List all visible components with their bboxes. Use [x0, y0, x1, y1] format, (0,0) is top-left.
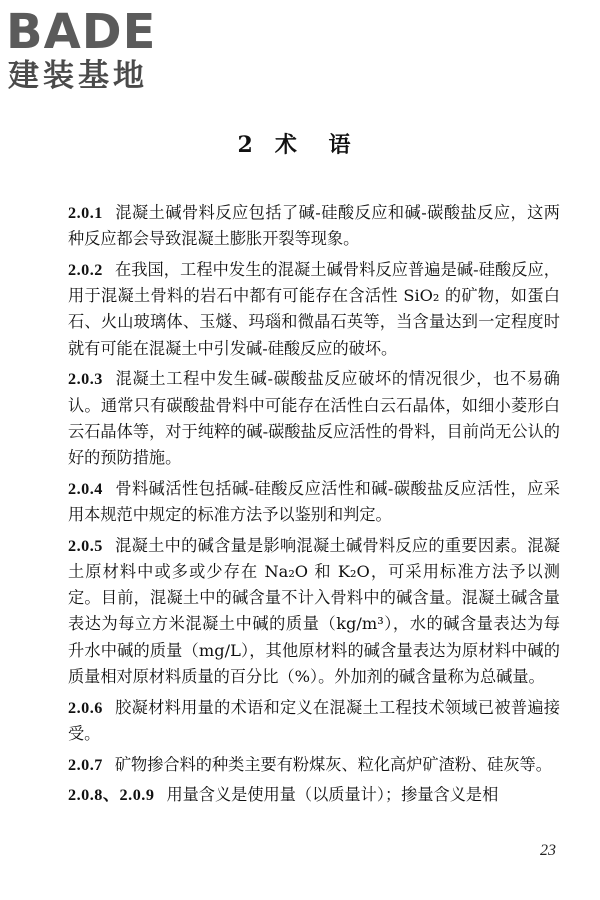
clause-number: 2.0.5 [68, 536, 103, 555]
clause-number: 2.0.4 [68, 479, 103, 498]
logo-brand-mark [6, 6, 181, 54]
clause-text: 混凝土碱骨料反应包括了碱-硅酸反应和碱-碳酸盐反应，这两种反应都会导致混凝土膨胀开裂等现象。 [68, 203, 560, 249]
clause [68, 366, 560, 471]
clause-text: 用量含义是使用量（以质量计）；掺量含义是相 [166, 785, 499, 805]
logo [6, 6, 181, 94]
clause [68, 200, 560, 252]
clause [68, 257, 560, 362]
clause-number: 2.0.3 [68, 370, 103, 389]
clause [68, 782, 560, 808]
clause-list [68, 200, 560, 813]
clause [68, 752, 560, 778]
clause-text: 胶凝材料用量的术语和定义在混凝土工程技术领域已被普遍接受。 [68, 697, 560, 743]
chapter-title-text: 术 语 [274, 132, 363, 158]
logo-brand-text: BADE [6, 6, 157, 54]
clause-number: 2.0.1 [68, 204, 103, 222]
logo-subtitle: 建装基地 [8, 58, 148, 94]
clause [68, 695, 560, 747]
clause-number: 2.0.6 [68, 698, 103, 717]
clause-number: 2.0.7 [68, 755, 103, 774]
clause-text: 在我国，工程中发生的混凝土碱骨料反应普遍是碱-硅酸反应，用于混凝土骨料的岩石中都有可能存在含活性 SiO₂ 的矿物，如蛋白石、火山玻璃体、玉燧、玛瑙和微晶石英等，当含量达到一定程度时就有可能在混凝土中引发碱-硅酸反应的破坏。 [68, 260, 560, 358]
chapter-title [0, 128, 600, 159]
clause-number: 2.0.2 [68, 261, 103, 279]
clause-text: 骨料碱活性包括碱-硅酸反应活性和碱-碳酸盐反应活性，应采用本规范中规定的标准方法予以鉴别和判定。 [68, 478, 560, 525]
clause-text: 矿物掺合料的种类主要有粉煤灰、粒化高炉矿渣粉、硅灰等。 [114, 754, 552, 774]
clause [68, 476, 560, 528]
page-number: 23 [540, 842, 556, 859]
clause-number: 2.0.8、2.0.9 [68, 786, 155, 805]
clause [68, 533, 560, 690]
clause-text: 混凝土工程中发生碱-碳酸盐反应破坏的情况很少，也不易确认。通常只有碳酸盐骨料中可能存在活性白云石晶体，如细小菱形白云石晶体等，对于纯粹的碱-碳酸盐反应活性的骨料，目前尚无公认的好的预防措施。 [68, 369, 560, 468]
clause-text: 混凝土中的碱含量是影响混凝土碱骨料反应的重要因素。混凝土原材料中或多或少存在 Na₂O 和 K₂O，可采用标准方法予以测定。目前，混凝土中的碱含量不计入骨料中的碱含量。混凝土碱含量表达为每立方米混凝土中碱的质量（kg/m³），水的碱含量表达为每升水中碱的质量（mg/L），其他原材料的碱含量表达为原材料中碱的质量相对原材料质量的百分比（%）。外加剂的碱含量称为总碱量。 [68, 535, 560, 686]
chapter-number: 2 [237, 132, 265, 158]
